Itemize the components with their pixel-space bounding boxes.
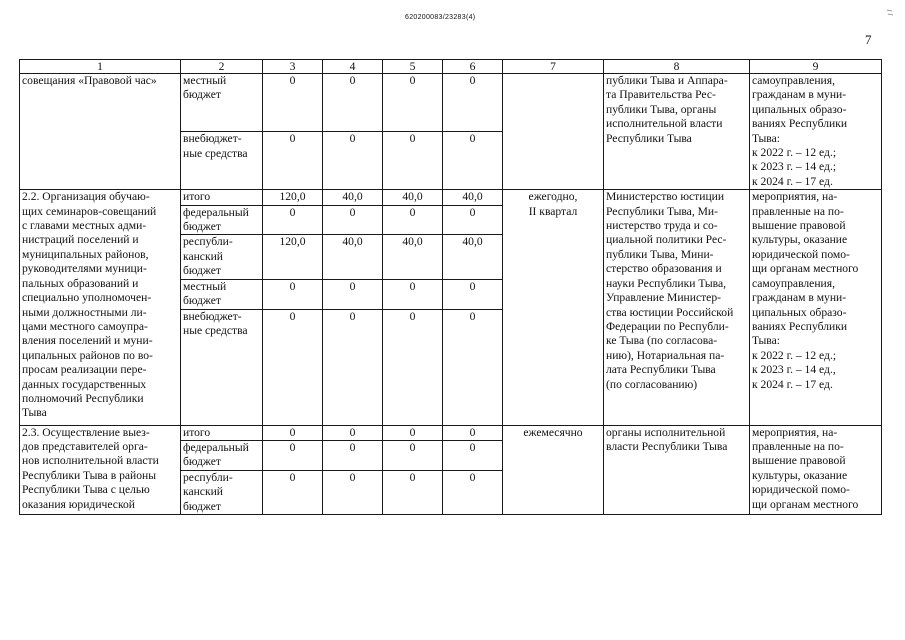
value-cell: 0 xyxy=(263,470,323,514)
value-cell: 40,0 xyxy=(443,235,503,279)
table-row xyxy=(20,74,882,132)
executors-cell: Министерство юстиции Республики Тыва, Ми- нистерство труда и со- циальной политики Рес- публики Тыва, Мини- стерство образования и науки Республики Тыва, Управление Министер- ства юстиции Российской Федерации по Республи- ке Тыва (по согласова- нию), Нотариальная па- лата Республики Тыва (по согласованию) xyxy=(604,190,750,425)
term-cell: ежегодно, II квартал xyxy=(503,190,604,425)
value-cell: 0 xyxy=(383,74,443,132)
value-cell: 0 xyxy=(383,309,443,425)
value-cell: 0 xyxy=(323,470,383,514)
value-cell: 0 xyxy=(263,309,323,425)
value-cell: 40,0 xyxy=(383,235,443,279)
col-header-9: 9 xyxy=(750,60,882,74)
executors-cell: публики Тыва и Аппара- та Правительства Рес- публики Тыва, органы исполнительной власти Республики Тыва xyxy=(604,74,750,190)
value-cell: 0 xyxy=(443,279,503,309)
value-cell: 0 xyxy=(323,440,383,470)
result-cell: мероприятия, на- правленные на по- вышение правовой культуры, оказание юридической помо- щи органам местного xyxy=(750,425,882,514)
value-cell: 0 xyxy=(443,132,503,190)
value-cell: 40,0 xyxy=(443,190,503,205)
value-cell: 120,0 xyxy=(263,190,323,205)
header-row xyxy=(20,60,882,74)
term-cell xyxy=(503,74,604,190)
value-cell: 0 xyxy=(383,440,443,470)
value-cell: 0 xyxy=(443,74,503,132)
corner-scribble-icon xyxy=(886,8,894,18)
value-cell: 0 xyxy=(323,425,383,440)
value-cell: 0 xyxy=(383,205,443,235)
source-label: местный бюджет xyxy=(181,74,263,132)
value-cell: 40,0 xyxy=(383,190,443,205)
col-header-7: 7 xyxy=(503,60,604,74)
col-header-8: 8 xyxy=(604,60,750,74)
value-cell: 0 xyxy=(263,425,323,440)
table-row xyxy=(20,190,882,205)
value-cell: 40,0 xyxy=(323,235,383,279)
executors-cell: органы исполнительной власти Республики Тыва xyxy=(604,425,750,514)
value-cell: 0 xyxy=(443,205,503,235)
source-label: республи- канский бюджет xyxy=(181,235,263,279)
source-label: федеральный бюджет xyxy=(181,440,263,470)
activity-cell: совещания «Правовой час» xyxy=(20,74,181,190)
source-label: внебюджет- ные средства xyxy=(181,132,263,190)
value-cell: 0 xyxy=(383,425,443,440)
col-header-6: 6 xyxy=(443,60,503,74)
source-label: итого xyxy=(181,190,263,205)
value-cell: 0 xyxy=(263,132,323,190)
value-cell: 0 xyxy=(323,279,383,309)
result-cell: мероприятия, на- правленные на по- вышение правовой культуры, оказание юридической помо- щи органам местного самоуправления, гражданам в муни- ципальных образо- ваниях Республики Тыва: к 2022 г. – 12 ед.; к 2023 г. – 14 ед., к 2024 г. – 17 ед. xyxy=(750,190,882,425)
value-cell: 0 xyxy=(263,205,323,235)
value-cell: 0 xyxy=(263,279,323,309)
value-cell: 0 xyxy=(383,279,443,309)
value-cell: 0 xyxy=(443,470,503,514)
term-cell: ежемесячно xyxy=(503,425,604,514)
activity-cell: 2.2. Организация обучаю- щих семинаров-совещаний с главами местных адми- нистраций поселений и муниципальных районов, руководителями муници- пальных образований и специально уполномочен- ными должностными ли- цами местного самоупра- вления поселений и муни- ципальных районов по во- просам реализации пере- данных государственных полномочий Республики Тыва xyxy=(20,190,181,425)
value-cell: 40,0 xyxy=(323,190,383,205)
value-cell: 0 xyxy=(263,74,323,132)
source-label: внебюджет- ные средства xyxy=(181,309,263,425)
document-code: 620200083/23283(4) xyxy=(405,14,476,21)
source-label: итого xyxy=(181,425,263,440)
col-header-2: 2 xyxy=(181,60,263,74)
value-cell: 120,0 xyxy=(263,235,323,279)
col-header-3: 3 xyxy=(263,60,323,74)
col-header-5: 5 xyxy=(383,60,443,74)
value-cell: 0 xyxy=(323,309,383,425)
page-number: 7 xyxy=(865,32,872,47)
value-cell: 0 xyxy=(443,440,503,470)
table-row xyxy=(20,425,882,440)
value-cell: 0 xyxy=(323,74,383,132)
value-cell: 0 xyxy=(383,132,443,190)
value-cell: 0 xyxy=(443,425,503,440)
source-label: республи- канский бюджет xyxy=(181,470,263,514)
program-table xyxy=(19,59,882,515)
source-label: местный бюджет xyxy=(181,279,263,309)
activity-cell: 2.3. Осуществление выез- дов представителей орга- нов исполнительной власти Республики Тыва в районы Республики Тыва с целью оказания юридической xyxy=(20,425,181,514)
source-label: федеральный бюджет xyxy=(181,205,263,235)
value-cell: 0 xyxy=(323,132,383,190)
value-cell: 0 xyxy=(443,309,503,425)
col-header-4: 4 xyxy=(323,60,383,74)
result-cell: самоуправления, гражданам в муни- ципальных образо- ваниях Республики Тыва: к 2022 г. – 12 ед.; к 2023 г. – 14 ед.; к 2024 г. – 17 ед. xyxy=(750,74,882,190)
value-cell: 0 xyxy=(263,440,323,470)
value-cell: 0 xyxy=(383,470,443,514)
col-header-1: 1 xyxy=(20,60,181,74)
value-cell: 0 xyxy=(323,205,383,235)
